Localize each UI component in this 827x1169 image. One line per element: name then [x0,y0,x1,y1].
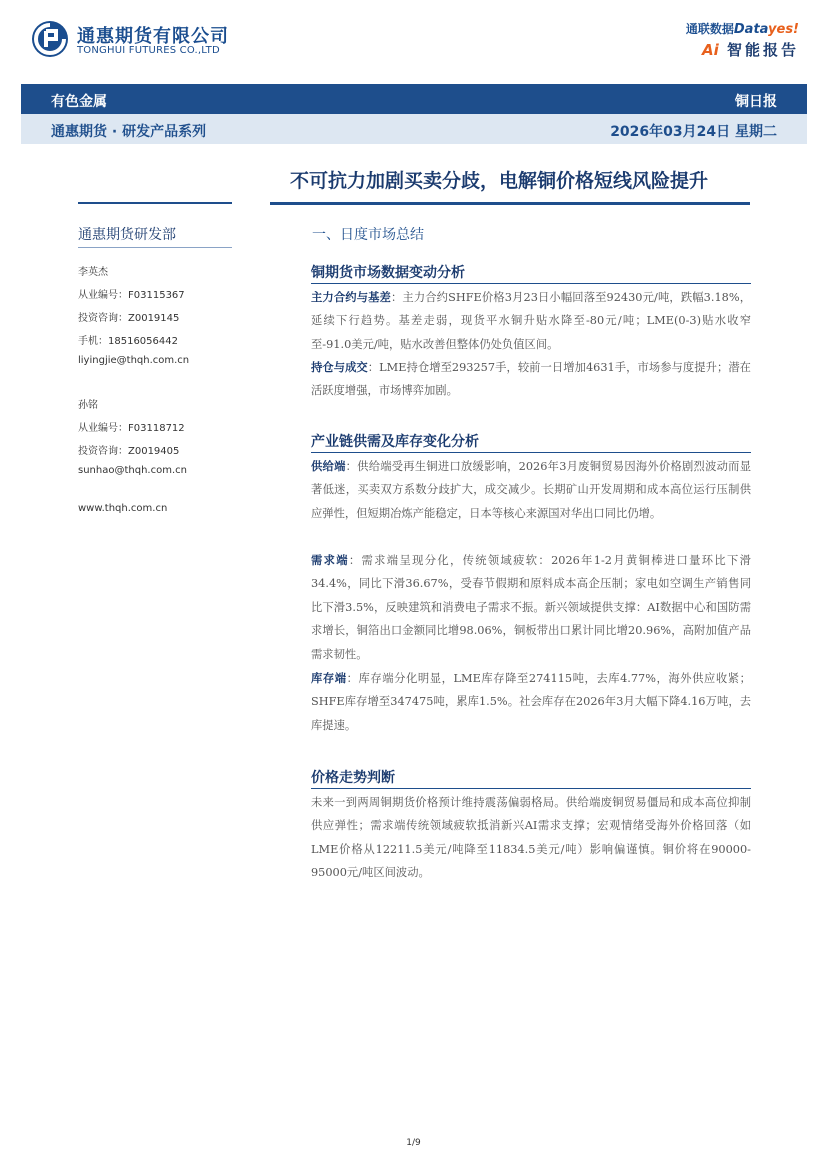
paragraph-label: 主力合约与基差 [311,291,391,304]
block-divider [311,788,751,789]
ai-report-logo [702,39,799,60]
paragraph-text: ：LME持仓增至293257手，较前一日增加4631手，市场参与度提升；潜在活跃度增强，市场博弈加剧。 [311,361,751,398]
series-bar [21,114,807,144]
ai-mark: Ai [701,41,719,59]
title-divider-left [78,202,232,204]
analyst-license: 从业编号：F03118712 [78,423,185,434]
analyst-consult: 投资咨询：Z0019405 [78,446,180,457]
datayes-brand: Data [733,22,769,37]
paragraph-text: ：主力合约SHFE价格3月23日小幅回落至92430元/吨，跌幅3.18%，延续下行趋势。基差走弱，现货平水铜升贴水降至-80元/吨；LME(0-3)贴水收窄至-91.0美元/吨，贴水改善但整体仍处负值区间。 [311,291,751,351]
analyst-consult: 投资咨询：Z0019145 [78,313,180,324]
section-title: 一、日度市场总结 [312,227,424,243]
paragraph-label: 持仓与成交 [311,361,368,374]
paragraph-label: 库存端 [311,672,347,685]
block-title-price-outlook: 价格走势判断 [311,770,395,786]
paragraph-text: ：库存端分化明显，LME库存降至274115吨，去库4.77%，海外供应收紧；SHFE库存增至347475吨，累库1.5%。社会库存在2026年3月大幅下降4.16万吨，去库提速。 [311,672,751,732]
paragraph-price-outlook: 未来一到两周铜期货价格预计维持震荡偏弱格局。供给端废铜贸易僵局和成本高位抑制供应弹性；需求端传统领域疲软抵消新兴AI需求支撑；宏观情绪受海外价格回落（如LME价格从12211.5美元/吨降至11834.5美元/吨）影响偏谨慎。铜价将在90000-95000元/吨区间波动。 [311,796,751,880]
analyst-phone: 手机：18516056442 [78,336,178,347]
analyst-email-link[interactable]: liyingjie@thqh.com.cn [78,355,190,366]
paragraph-position [311,356,751,403]
company-name-cn: 通惠期货有限公司 [77,26,229,47]
company-logo-icon [30,19,70,59]
datayes-prefix: 通联数据 [685,22,734,36]
paragraph-inventory [311,667,751,737]
department-name: 通惠期货研发部 [78,227,176,243]
report-date: 2026年03月24日 星期二 [610,124,777,140]
analyst-email-link[interactable]: sunhao@thqh.com.cn [78,465,187,476]
paragraph-text: ：需求端呈现分化，传统领域疲软：2026年1-2月黄铜棒进口量环比下滑34.4%，同比下滑36.67%，受春节假期和原料成本高企压制；家电如空调生产销售同比下滑3.5%，反映建筑和消费电子需求不振。新兴领域提供支撑：AI数据中心和国防需求增长，铜箔出口金额同比增98.06%，铜板带出口累计同比增20.96%，高附加值产品需求韧性。 [311,554,751,661]
analyst-license: 从业编号：F03115367 [78,290,185,301]
paragraph-label: 供给端 [311,460,346,473]
analyst-name: 孙铭 [78,400,98,411]
paragraph-label: 需求端 [311,554,349,567]
ai-report-text: 智能报告 [726,41,799,59]
category-bar [21,84,807,114]
report-type-label: 铜日报 [735,94,777,110]
block-divider [311,283,751,284]
category-label: 有色金属 [51,94,107,110]
block-title-supply-demand: 产业链供需及库存变化分析 [311,434,479,450]
website-link[interactable]: www.thqh.com.cn [78,503,168,514]
sidebar-divider [78,247,232,248]
paragraph-main-contract [311,286,751,356]
paragraph-text: ：供给端受再生铜进口放缓影响，2026年3月废铜贸易因海外价格剧烈波动而显著低迷，买卖双方系数分歧扩大，成交减少。长期矿山开发周期和成本高位运行压制供应弹性，但短期冶炼产能稳定，日本等核心来源国对华出口同比仍增。 [311,460,751,520]
page-number: 1/9 [406,1138,421,1148]
company-name-en: TONGHUI FUTURES CO.,LTD [77,45,220,56]
series-label: 通惠期货 · 研发产品系列 [51,124,207,140]
paragraph-demand [311,549,751,666]
block-title-market-data: 铜期货市场数据变动分析 [311,265,465,281]
report-title: 不可抗力加剧买卖分歧，电解铜价格短线风险提升 [289,170,708,192]
datayes-logo [686,20,799,37]
title-divider-right [270,202,750,205]
paragraph-supply [311,455,751,525]
datayes-yes: yes! [768,22,799,37]
analyst-name: 李英杰 [78,267,108,278]
block-divider [311,452,751,453]
